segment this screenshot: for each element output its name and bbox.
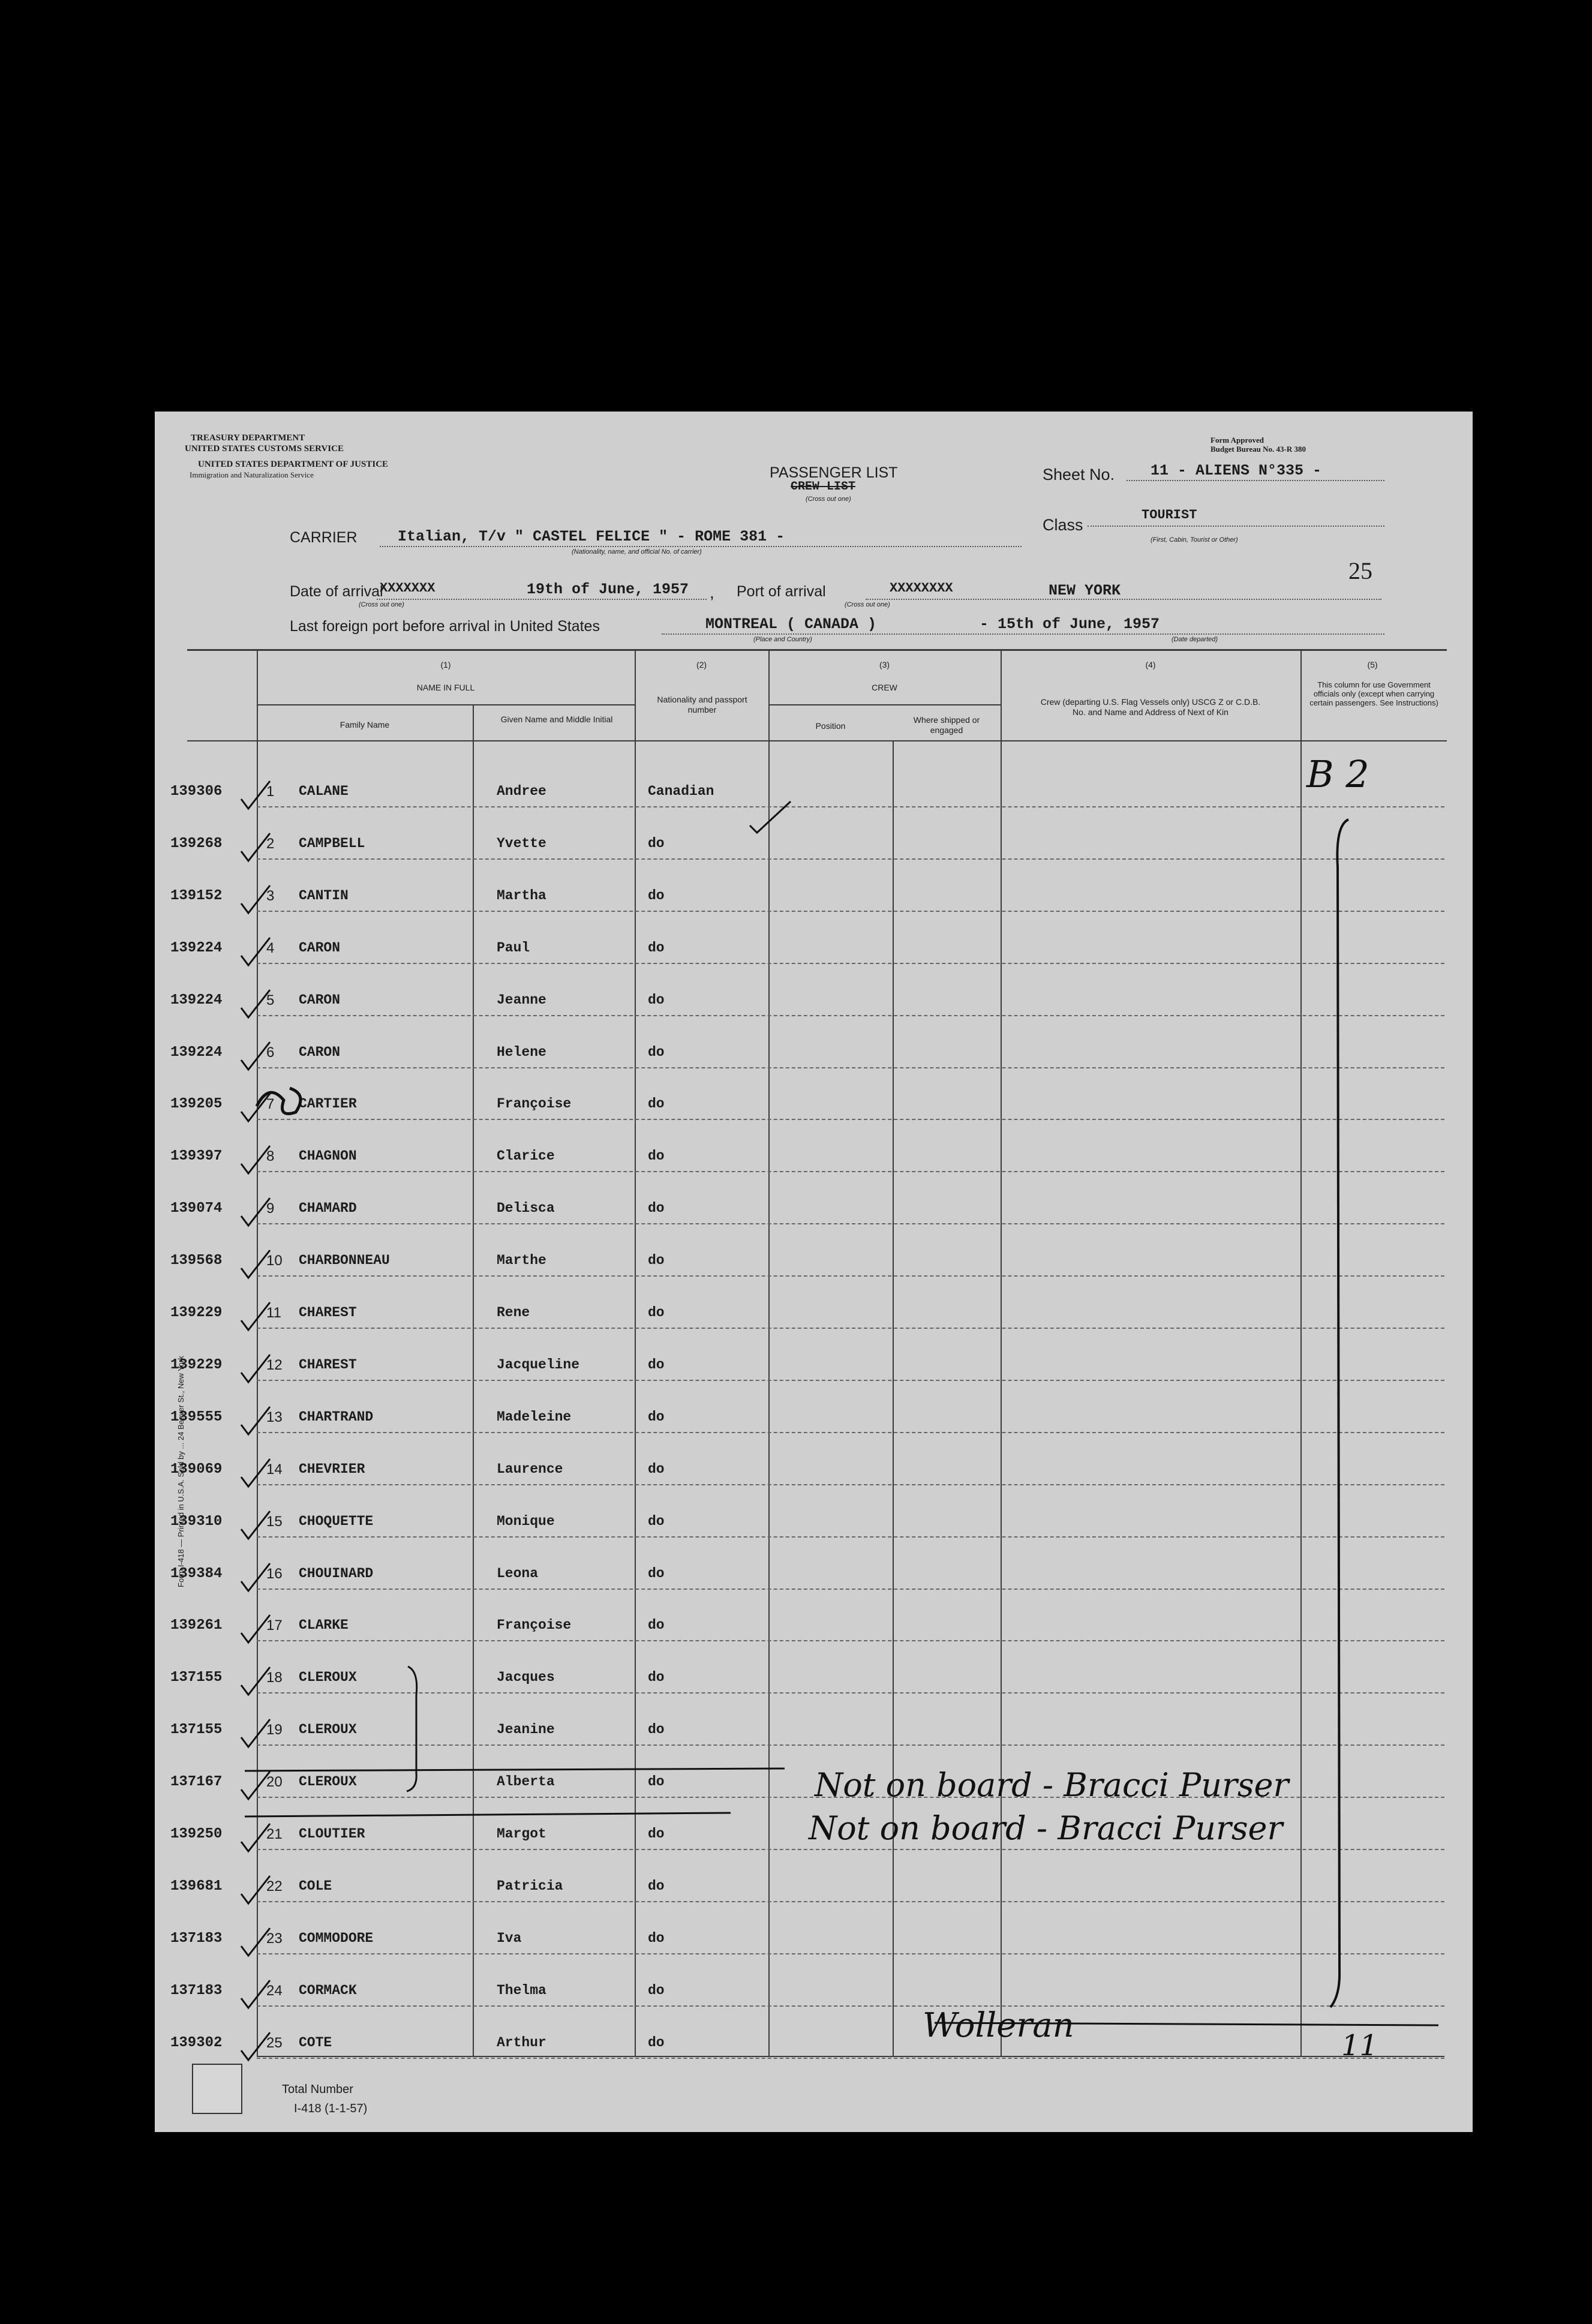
row-given-name: Alberta <box>497 1774 555 1789</box>
sheet-label: Sheet No. <box>1043 466 1115 484</box>
row-ref-number: 137155 <box>170 1670 223 1686</box>
row-nationality: do <box>648 1930 665 1946</box>
cross-out-hint: (Cross out one) <box>806 496 851 503</box>
budget-bureau: Budget Bureau No. 43-R 380 <box>1210 445 1306 454</box>
row-nationality: do <box>648 1566 665 1581</box>
page-number: 25 <box>1348 557 1372 584</box>
row-ref-number: 139250 <box>170 1826 223 1842</box>
row-family-name: CLARKE <box>299 1617 349 1633</box>
row-given-name: Yvette <box>497 836 546 851</box>
row-given-name: Jeanine <box>497 1722 555 1737</box>
c2-num: (2) <box>696 660 707 669</box>
column5-bracket <box>1330 819 1348 2007</box>
agency-customs: UNITED STATES CUSTOMS SERVICE <box>185 444 344 454</box>
row-line-number: 23 <box>266 1930 283 1947</box>
row-given-name: Marthe <box>497 1253 546 1268</box>
agency-ins: Immigration and Naturalization Service <box>190 470 314 479</box>
row-given-name: Delisca <box>497 1200 555 1216</box>
row-ref-number: 139302 <box>170 2035 223 2051</box>
passenger-list-form <box>155 412 1473 2132</box>
row11-scribble <box>257 1088 301 1114</box>
port-sep: , <box>710 583 714 602</box>
class-label: Class <box>1043 516 1083 534</box>
row-given-name: Clarice <box>497 1148 555 1164</box>
carrier-hint: (Nationality, name, and official No. of carrier) <box>572 548 702 556</box>
row-nationality: do <box>648 1357 665 1373</box>
row-family-name: CARON <box>299 940 341 956</box>
row-family-name: CLEROUX <box>299 1774 357 1789</box>
row-ref-number: 139310 <box>170 1514 223 1530</box>
row-ref-number: 139152 <box>170 888 223 904</box>
row-nationality: do <box>648 1461 665 1477</box>
date-struck: XXXXXXX <box>380 581 435 596</box>
row-line-number: 2 <box>266 836 275 852</box>
row-line-number: 15 <box>266 1514 283 1530</box>
agency-treasury: TREASURY DEPARTMENT <box>191 433 305 443</box>
row-family-name: CARTIER <box>299 1096 357 1112</box>
row25-underline <box>935 2023 1438 2025</box>
handwritten-b2: B 2 <box>1306 752 1369 796</box>
row-given-name: Martha <box>497 888 546 903</box>
c3-position: Position <box>815 721 846 731</box>
row-family-name: CARON <box>299 992 341 1008</box>
c5-num: (5) <box>1367 660 1378 669</box>
c1-family: Family Name <box>340 720 390 729</box>
c2-title: Nationality and passport number <box>657 695 747 714</box>
row-line-number: 16 <box>266 1566 283 1582</box>
row-line-number: 3 <box>266 888 275 904</box>
row-line-number: 17 <box>266 1617 283 1634</box>
row-ref-number: 139681 <box>170 1878 223 1894</box>
c4-title: Crew (departing U.S. Flag Vessels only) USCG Z or C.D.B. No. and Name and Address of Next of Kin <box>1040 697 1261 717</box>
row-ref-number: 137183 <box>170 1983 223 1999</box>
row-ref-number: 139268 <box>170 836 223 852</box>
row-line-number: 11 <box>266 1305 281 1321</box>
c3-num: (3) <box>879 660 890 669</box>
strike-row-24 <box>245 1813 731 1816</box>
row-ref-number: 139384 <box>170 1566 223 1582</box>
place-hint: (Place and Country) <box>753 636 812 643</box>
row-family-name: CHAREST <box>299 1357 357 1373</box>
row-ref-number: 139229 <box>170 1357 223 1373</box>
row-ref-number: 139306 <box>170 783 223 800</box>
row-ref-number: 139224 <box>170 1044 223 1061</box>
row-family-name: CLEROUX <box>299 1670 357 1685</box>
port-value: NEW YORK <box>1049 582 1121 599</box>
c3-where: Where shipped or engaged <box>913 715 980 735</box>
row-line-number: 25 <box>266 2035 283 2051</box>
side-imprint: Form I-418 — Printed in U.S.A. Sold by ... 24 Beaver St., New York <box>176 1356 185 1587</box>
row-nationality: do <box>648 1148 665 1164</box>
date-value: 19th of June, 1957 <box>527 581 689 598</box>
row-nationality: do <box>648 1305 665 1320</box>
row-ref-number: 137167 <box>170 1774 223 1790</box>
form-number: I-418 (1-1-57) <box>294 2102 368 2115</box>
row-ref-number: 139069 <box>170 1461 223 1478</box>
date-hint: (Cross out one) <box>359 601 404 608</box>
row-line-number: 9 <box>266 1200 275 1217</box>
row-line-number: 1 <box>266 783 275 800</box>
row-given-name: Jacqueline <box>497 1357 580 1373</box>
row-line-number: 10 <box>266 1253 283 1269</box>
agency-justice: UNITED STATES DEPARTMENT OF JUSTICE <box>198 460 389 469</box>
departed-hint: (Date departed) <box>1172 636 1218 643</box>
row-family-name: CLOUTIER <box>299 1826 365 1842</box>
row-line-number: 14 <box>266 1461 283 1478</box>
carrier-value: Italian, T/v " CASTEL FELICE " - ROME 381 - <box>398 528 785 545</box>
row-ref-number: 137183 <box>170 1930 223 1947</box>
row-line-number: 20 <box>266 1774 283 1790</box>
class-value: TOURIST <box>1142 508 1197 523</box>
form-approved: Form Approved <box>1210 436 1264 445</box>
row-nationality: do <box>648 1253 665 1268</box>
row-ref-number: 139397 <box>170 1148 223 1164</box>
row-family-name: CLEROUX <box>299 1722 357 1737</box>
row-family-name: CARON <box>299 1044 341 1060</box>
c3-title: CREW <box>872 683 897 692</box>
row-given-name: Patricia <box>497 1878 563 1894</box>
row-given-name: Rene <box>497 1305 530 1320</box>
port-label: Port of arrival <box>737 583 826 600</box>
row-given-name: Thelma <box>497 1983 546 1998</box>
row-nationality: Canadian <box>648 783 714 799</box>
row-line-number: 18 <box>266 1670 283 1686</box>
departed-value: - 15th of June, 1957 <box>980 615 1160 633</box>
row-given-name: Françoise <box>497 1617 572 1633</box>
carrier-label: CARRIER <box>290 529 358 546</box>
class-hint: (First, Cabin, Tourist or Other) <box>1151 536 1238 544</box>
handwritten-eleven: 11 <box>1341 2029 1378 2062</box>
row-nationality: do <box>648 1826 665 1842</box>
row-nationality: do <box>648 1878 665 1894</box>
row-nationality: do <box>648 1774 665 1789</box>
row-family-name: CORMACK <box>299 1983 357 1998</box>
row-nationality: do <box>648 940 665 956</box>
row-family-name: COTE <box>299 2035 332 2050</box>
row-line-number: 4 <box>266 940 275 956</box>
row-line-number: 24 <box>266 1983 283 1999</box>
row-given-name: Laurence <box>497 1461 563 1477</box>
port-struck: XXXXXXXX <box>890 581 953 596</box>
foreign-port-value: MONTREAL ( CANADA ) <box>705 615 877 633</box>
row-family-name: CANTIN <box>299 888 349 903</box>
row-nationality: do <box>648 1617 665 1633</box>
row-given-name: Monique <box>497 1514 555 1529</box>
handwritten-note-row-23: Not on board - Bracci Purser <box>815 1766 1289 1804</box>
row-family-name: COLE <box>299 1878 332 1894</box>
row-nationality: do <box>648 1722 665 1737</box>
row-line-number: 19 <box>266 1722 283 1738</box>
c1-title: NAME IN FULL <box>416 683 475 692</box>
row-line-number: 5 <box>266 992 275 1008</box>
row-nationality: do <box>648 992 665 1008</box>
row-line-number: 7 <box>266 1096 275 1112</box>
row-line-number: 13 <box>266 1409 283 1425</box>
row-line-number: 12 <box>266 1357 283 1373</box>
row-ref-number: 139229 <box>170 1305 223 1321</box>
row-nationality: do <box>648 836 665 851</box>
row-family-name: CHARBONNEAU <box>299 1253 390 1268</box>
family-brace <box>407 1667 417 1791</box>
row-family-name: CHOUINARD <box>299 1566 374 1581</box>
row-nationality: do <box>648 1983 665 1998</box>
nationality-tick <box>750 801 791 833</box>
row-ref-number: 139224 <box>170 992 223 1008</box>
row-family-name: COMMODORE <box>299 1930 374 1946</box>
row-ref-number: 137155 <box>170 1722 223 1738</box>
c1-num: (1) <box>440 660 451 669</box>
row-line-number: 22 <box>266 1878 283 1894</box>
row-nationality: do <box>648 1409 665 1425</box>
strike-row-23 <box>245 1768 785 1771</box>
row-ref-number: 139205 <box>170 1096 223 1112</box>
row-ref-number: 139555 <box>170 1409 223 1425</box>
row-nationality: do <box>648 2035 665 2050</box>
row-family-name: CALANE <box>299 783 349 799</box>
list-title: PASSENGER LIST <box>770 464 898 481</box>
row-family-name: CHEVRIER <box>299 1461 365 1477</box>
row-line-number: 8 <box>266 1148 275 1164</box>
row-line-number: 6 <box>266 1044 275 1061</box>
handwritten-signature: Wolleran <box>923 2006 1074 2045</box>
row-family-name: CHAMARD <box>299 1200 357 1216</box>
row-ref-number: 139568 <box>170 1253 223 1269</box>
row-ref-number: 139261 <box>170 1617 223 1634</box>
row-family-name: CHOQUETTE <box>299 1514 374 1529</box>
row-given-name: Leona <box>497 1566 539 1581</box>
row-given-name: Jeanne <box>497 992 546 1008</box>
row-given-name: Paul <box>497 940 530 956</box>
port-hint: (Cross out one) <box>845 601 890 608</box>
row-nationality: do <box>648 1670 665 1685</box>
row-nationality: do <box>648 1044 665 1060</box>
row-family-name: CHAREST <box>299 1305 357 1320</box>
c5-title: This column for use Government officials only (except when carrying certain passengers. See Instructions) <box>1309 680 1438 707</box>
row-nationality: do <box>648 1096 665 1112</box>
row-nationality: do <box>648 1200 665 1216</box>
row-ref-number: 139074 <box>170 1200 223 1217</box>
row-family-name: CHAGNON <box>299 1148 357 1164</box>
c1-given: Given Name and Middle Initial <box>500 714 613 724</box>
sheet-value: 11 - ALIENS N°335 - <box>1151 462 1322 479</box>
row-ref-number: 139224 <box>170 940 223 956</box>
pen-strokes <box>155 412 1473 2132</box>
row-line-number: 21 <box>266 1826 283 1842</box>
c4-num: (4) <box>1145 660 1156 669</box>
row-given-name: Helene <box>497 1044 546 1060</box>
row-nationality: do <box>648 888 665 903</box>
row-given-name: Jacques <box>497 1670 555 1685</box>
row-given-name: Arthur <box>497 2035 546 2050</box>
row-given-name: Andree <box>497 783 546 799</box>
row-nationality: do <box>648 1514 665 1529</box>
row-given-name: Madeleine <box>497 1409 572 1425</box>
total-number-label: Total Number <box>282 2083 353 2096</box>
crew-list-struck: CREW LIST <box>791 480 856 494</box>
foreign-port-label: Last foreign port before arrival in United States <box>290 618 600 635</box>
row-given-name: Iva <box>497 1930 522 1946</box>
handwritten-note-row-24: Not on board - Bracci Purser <box>809 1809 1283 1847</box>
row-family-name: CHARTRAND <box>299 1409 374 1425</box>
date-label: Date of arrival <box>290 583 383 600</box>
row-given-name: Margot <box>497 1826 546 1842</box>
row-family-name: CAMPBELL <box>299 836 365 851</box>
row-given-name: Françoise <box>497 1096 572 1112</box>
